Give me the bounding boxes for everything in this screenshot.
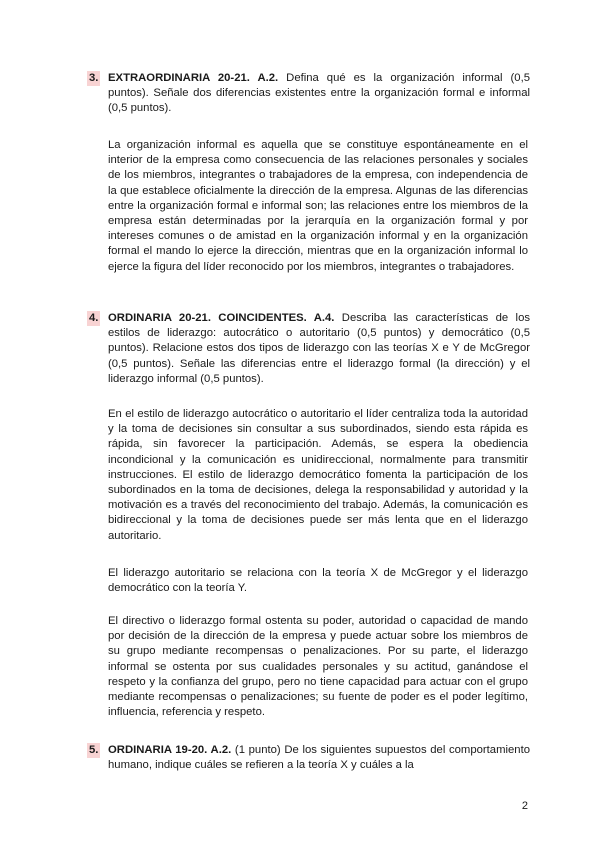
- question-number: 3.: [87, 71, 100, 86]
- question-number: 5.: [87, 743, 100, 758]
- question-text: [108, 311, 530, 387]
- question-text: [108, 71, 530, 117]
- question-heading: EXTRAORDINARIA 20-21. A.2.: [108, 72, 279, 84]
- question-heading: ORDINARIA 20-21. COINCIDENTES. A.4.: [108, 312, 335, 324]
- question-5: [89, 743, 530, 773]
- answer-3: La organización informal es aquella que se constituye espontáneamente en el interior de la empresa como consecuencia de las relaciones personales y sociales de los miembros, integrantes o trabajadores de la empresa, con independencia de la que establece oficialmente la dirección de la empresa. Algunas de las diferencias entre la organización formal e informal son; las relaciones entre los miembros de la empresa están determinadas por la jerarquía en la organización formal y por intereses comunes o de amistad en la organización informal y en la organización formal el mando lo ejerce la dirección, mientras que en la organización informal lo ejerce la figura del líder reconocido por los miembros, integrantes o trabajadores.: [108, 139, 528, 273]
- question-statement: Defina qué es la organización informal (0,5 puntos). Señale dos diferencias existentes entre la organización formal e informal (0,5 puntos).: [108, 72, 530, 115]
- answer-4-paragraph-2: El liderazgo autoritario se relaciona con la teoría X de McGregor y el liderazgo democrático con la teoría Y.: [108, 567, 528, 595]
- question-statement: (1 punto) De los siguientes supuestos del comportamiento humano, indique cuáles se refieren a la teoría X y cuáles a la: [108, 744, 530, 772]
- question-3: [89, 71, 530, 117]
- answer-4-paragraph-3: El directivo o liderazgo formal ostenta su poder, autoridad o capacidad de mando por decisión de la dirección de la empresa y puede actuar sobre los miembros de su grupo mediante recompensas o penalizaciones. Por su parte, el liderazgo informal se ostenta por sus cualidades personales y su actitud, ganándose el respeto y la confianza del grupo, pero no tiene capacidad para actuar con el grupo mediante recompensas o penalizaciones; su fuente de poder es el poder legítimo, influencia, referencia y respeto.: [108, 615, 528, 719]
- question-statement: Describa las características de los estilos de liderazgo: autocrático o autoritario (0,5 puntos) y democrático (0,5 puntos). Relacione estos dos tipos de liderazgo con las teorías X e Y de McGregor (0,5 puntos). Señale las diferencias entre el liderazgo formal (la dirección) y el liderazgo informal (0,5 puntos).: [108, 312, 530, 385]
- question-heading: ORDINARIA 19-20. A.2.: [108, 744, 232, 756]
- answer-4-paragraph-1: En el estilo de liderazgo autocrático o autoritario el líder centraliza toda la autoridad y la toma de decisiones sin consultar a sus subordinados, siendo esta rápida es rápida, sin favorecer la participación. Además, se espera la obediencia incondicional y la comunicación es unidireccional, normalmente para transmitir instrucciones. El estilo de liderazgo democrático fomenta la participación de los subordinados en la toma de decisiones, delega la responsabilidad y autoridad y la motivación es a través del reconocimiento del trabajo. Además, la comunicación es bidireccional y la toma de decisiones puede ser más lenta que en el liderazgo autoritario.: [108, 408, 528, 542]
- question-4: [89, 311, 530, 387]
- page-number: 2: [521, 800, 528, 812]
- question-number: 4.: [87, 311, 100, 326]
- question-text: [108, 743, 530, 773]
